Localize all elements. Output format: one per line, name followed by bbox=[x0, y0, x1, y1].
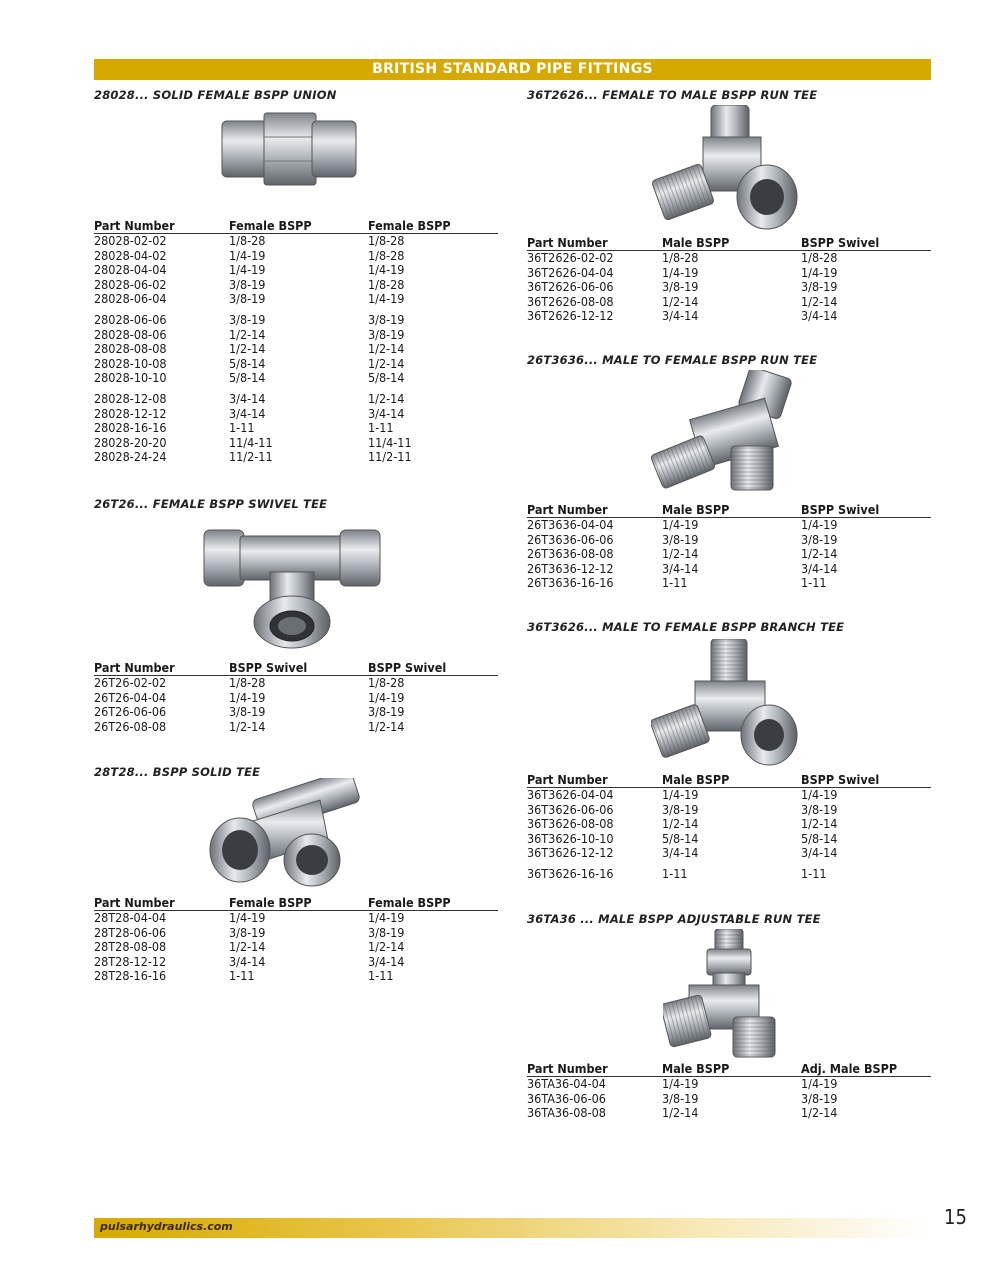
thread-size-cell: 1/2-14 bbox=[801, 293, 838, 309]
part-number-cell: 28028-16-16 bbox=[94, 420, 167, 436]
part-number-cell: 26T26-06-06 bbox=[94, 704, 167, 720]
table-row bbox=[94, 234, 498, 249]
thread-size-cell: 11/2-11 bbox=[229, 449, 273, 465]
table-row bbox=[94, 342, 498, 357]
table-row bbox=[527, 251, 931, 266]
thread-size-cell: 1/2-14 bbox=[801, 1105, 838, 1121]
page-banner: BRITISH STANDARD PIPE FITTINGS bbox=[94, 59, 931, 80]
section-title: 26T3636... MALE TO FEMALE BSPP RUN TEE bbox=[527, 353, 818, 367]
part-number-cell: 28T28-16-16 bbox=[94, 968, 167, 984]
table-row bbox=[94, 278, 498, 293]
run-tee-image bbox=[651, 105, 801, 237]
section-male-female-run-tee bbox=[527, 352, 931, 597]
thread-size-cell: 1-11 bbox=[662, 865, 688, 881]
part-number-cell: 28028-10-10 bbox=[94, 370, 167, 386]
header-col-2: Male BSPP bbox=[662, 1061, 730, 1076]
table-row bbox=[94, 691, 498, 706]
thread-size-cell: 1/2-14 bbox=[368, 355, 405, 371]
header-part-number: Part Number bbox=[94, 218, 175, 233]
table-row bbox=[94, 392, 498, 407]
section-title: 28028... SOLID FEMALE BSPP UNION bbox=[94, 88, 337, 102]
part-number-cell: 28028-04-02 bbox=[94, 247, 167, 263]
thread-size-cell: 1/4-19 bbox=[368, 291, 405, 307]
thread-size-cell: 3/8-19 bbox=[229, 291, 266, 307]
thread-size-cell: 1/2-14 bbox=[368, 341, 405, 357]
thread-size-cell: 3/8-19 bbox=[801, 801, 838, 817]
parts-table bbox=[94, 896, 498, 984]
thread-size-cell: 1/4-19 bbox=[801, 264, 838, 280]
part-number-cell: 28028-06-06 bbox=[94, 311, 167, 327]
thread-size-cell: 1-11 bbox=[662, 575, 688, 591]
table-row bbox=[527, 788, 931, 803]
table-row bbox=[94, 436, 498, 451]
thread-size-cell: 1/2-14 bbox=[229, 341, 266, 357]
table-row bbox=[94, 292, 498, 307]
header-col-3: BSPP Swivel bbox=[801, 502, 880, 517]
thread-size-cell: 1/8-28 bbox=[229, 233, 266, 248]
table-header bbox=[527, 503, 931, 518]
table-row bbox=[527, 547, 931, 562]
website-link[interactable]: pulsarhydraulics.com bbox=[100, 1220, 233, 1233]
thread-size-cell: 3/8-19 bbox=[662, 1090, 699, 1106]
thread-size-cell: 3/8-19 bbox=[368, 326, 405, 342]
header-col-3: Adj. Male BSPP bbox=[801, 1061, 898, 1076]
part-number-cell: 36T3626-10-10 bbox=[527, 830, 614, 846]
table-row bbox=[527, 533, 931, 548]
solid-tee-image bbox=[204, 778, 364, 888]
table-row bbox=[94, 955, 498, 970]
table-row bbox=[94, 407, 498, 422]
branch-tee-image bbox=[651, 639, 801, 771]
thread-size-cell: 1/2-14 bbox=[229, 939, 266, 955]
thread-size-cell: 1/4-19 bbox=[662, 517, 699, 532]
part-number-cell: 26T3636-16-16 bbox=[527, 575, 614, 591]
thread-size-cell: 3/4-14 bbox=[801, 308, 838, 324]
part-number-cell: 28028-10-08 bbox=[94, 355, 167, 371]
run-tee-image-2 bbox=[651, 370, 811, 500]
table-row bbox=[94, 969, 498, 984]
thread-size-cell: 1/4-19 bbox=[801, 787, 838, 802]
part-number-cell: 28T28-12-12 bbox=[94, 953, 167, 969]
thread-size-cell: 5/8-14 bbox=[229, 355, 266, 371]
thread-size-cell: 3/8-19 bbox=[229, 924, 266, 940]
thread-size-cell: 1-11 bbox=[229, 420, 255, 436]
thread-size-cell: 3/8-19 bbox=[662, 279, 699, 295]
section-male-female-branch-tee bbox=[527, 619, 931, 884]
table-row bbox=[94, 720, 498, 735]
table-row bbox=[94, 450, 498, 465]
table-row bbox=[527, 266, 931, 281]
part-number-cell: 26T3636-08-08 bbox=[527, 546, 614, 562]
thread-size-cell: 1/2-14 bbox=[229, 326, 266, 342]
thread-size-cell: 1-11 bbox=[229, 968, 255, 984]
part-number-cell: 26T3636-12-12 bbox=[527, 560, 614, 576]
table-header bbox=[527, 773, 931, 788]
thread-size-cell: 1/8-28 bbox=[368, 233, 405, 248]
thread-size-cell: 1/4-19 bbox=[229, 689, 266, 705]
thread-size-cell: 11/2-11 bbox=[368, 449, 412, 465]
footer-bar bbox=[94, 1218, 931, 1238]
table-row bbox=[527, 1106, 931, 1121]
thread-size-cell: 11/4-11 bbox=[229, 434, 273, 450]
thread-size-cell: 1/2-14 bbox=[662, 546, 699, 562]
thread-size-cell: 3/8-19 bbox=[801, 1090, 838, 1106]
parts-table bbox=[527, 503, 931, 591]
section-female-swivel-tee bbox=[94, 496, 498, 741]
section-solid-female-union bbox=[94, 87, 498, 472]
table-header bbox=[94, 661, 498, 676]
part-number-cell: 28028-12-08 bbox=[94, 390, 167, 406]
table-row bbox=[527, 817, 931, 832]
part-number-cell: 28T28-04-04 bbox=[94, 910, 167, 925]
thread-size-cell: 1/4-19 bbox=[368, 689, 405, 705]
part-number-cell: 28T28-08-08 bbox=[94, 939, 167, 955]
header-col-3: BSPP Swivel bbox=[801, 772, 880, 787]
thread-size-cell: 1/4-19 bbox=[662, 1076, 699, 1091]
thread-size-cell: 1/8-28 bbox=[662, 250, 699, 265]
thread-size-cell: 1/4-19 bbox=[662, 787, 699, 802]
table-row bbox=[527, 803, 931, 818]
thread-size-cell: 3/8-19 bbox=[662, 801, 699, 817]
section-adjustable-run-tee bbox=[527, 911, 931, 1126]
thread-size-cell: 3/8-19 bbox=[662, 531, 699, 547]
table-row bbox=[527, 576, 931, 591]
thread-size-cell: 1/4-19 bbox=[801, 517, 838, 532]
thread-size-cell: 1/2-14 bbox=[368, 718, 405, 734]
header-part-number: Part Number bbox=[94, 660, 175, 675]
table-row bbox=[94, 940, 498, 955]
thread-size-cell: 1/4-19 bbox=[368, 262, 405, 278]
section-title: 28T28... BSPP SOLID TEE bbox=[94, 765, 261, 779]
part-number-cell: 36T2626-02-02 bbox=[527, 250, 614, 265]
part-number-cell: 26T26-08-08 bbox=[94, 718, 167, 734]
part-number-cell: 36T3626-12-12 bbox=[527, 845, 614, 861]
header-col-2: Female BSPP bbox=[229, 895, 312, 910]
section-title: 36T3626... MALE TO FEMALE BSPP BRANCH TEE bbox=[527, 620, 845, 634]
table-header bbox=[94, 219, 498, 234]
thread-size-cell: 5/8-14 bbox=[229, 370, 266, 386]
table-row bbox=[94, 371, 498, 386]
thread-size-cell: 1/2-14 bbox=[801, 546, 838, 562]
thread-size-cell: 3/8-19 bbox=[368, 311, 405, 327]
table-row bbox=[527, 867, 931, 882]
thread-size-cell: 3/8-19 bbox=[801, 279, 838, 295]
header-part-number: Part Number bbox=[527, 235, 608, 250]
table-row bbox=[94, 911, 498, 926]
header-col-2: Male BSPP bbox=[662, 772, 730, 787]
parts-table bbox=[527, 1062, 931, 1121]
table-row bbox=[527, 518, 931, 533]
header-col-3: Female BSPP bbox=[368, 895, 451, 910]
thread-size-cell: 1-11 bbox=[801, 865, 827, 881]
table-row bbox=[94, 249, 498, 264]
part-number-cell: 36T2626-12-12 bbox=[527, 308, 614, 324]
thread-size-cell: 1/8-28 bbox=[229, 675, 266, 690]
thread-size-cell: 1/2-14 bbox=[662, 293, 699, 309]
header-col-3: Female BSPP bbox=[368, 218, 451, 233]
thread-size-cell: 1/8-28 bbox=[368, 276, 405, 292]
part-number-cell: 36TA36-08-08 bbox=[527, 1105, 606, 1121]
part-number-cell: 28028-06-02 bbox=[94, 276, 167, 292]
header-part-number: Part Number bbox=[527, 772, 608, 787]
table-row bbox=[527, 295, 931, 310]
thread-size-cell: 3/4-14 bbox=[229, 390, 266, 406]
thread-size-cell: 1/2-14 bbox=[801, 816, 838, 832]
part-number-cell: 36TA36-04-04 bbox=[527, 1076, 606, 1091]
part-number-cell: 28028-24-24 bbox=[94, 449, 167, 465]
part-number-cell: 28028-08-06 bbox=[94, 326, 167, 342]
section-female-male-run-tee bbox=[527, 87, 931, 332]
part-number-cell: 28028-20-20 bbox=[94, 434, 167, 450]
table-row bbox=[94, 705, 498, 720]
table-row bbox=[527, 846, 931, 861]
thread-size-cell: 1/8-28 bbox=[368, 247, 405, 263]
thread-size-cell: 3/4-14 bbox=[662, 560, 699, 576]
header-col-2: Female BSPP bbox=[229, 218, 312, 233]
thread-size-cell: 1/4-19 bbox=[368, 910, 405, 925]
part-number-cell: 26T26-02-02 bbox=[94, 675, 167, 690]
part-number-cell: 36T2626-04-04 bbox=[527, 264, 614, 280]
table-header bbox=[94, 896, 498, 911]
thread-size-cell: 3/8-19 bbox=[368, 704, 405, 720]
part-number-cell: 36T3626-08-08 bbox=[527, 816, 614, 832]
part-number-cell: 36T3626-16-16 bbox=[527, 865, 614, 881]
part-number-cell: 28028-02-02 bbox=[94, 233, 167, 248]
thread-size-cell: 1/4-19 bbox=[801, 1076, 838, 1091]
thread-size-cell: 3/8-19 bbox=[229, 311, 266, 327]
table-row bbox=[527, 280, 931, 295]
thread-size-cell: 3/4-14 bbox=[229, 405, 266, 421]
table-row bbox=[94, 263, 498, 278]
thread-size-cell: 3/4-14 bbox=[801, 560, 838, 576]
thread-size-cell: 1/4-19 bbox=[229, 910, 266, 925]
table-row bbox=[94, 328, 498, 343]
thread-size-cell: 3/8-19 bbox=[229, 276, 266, 292]
thread-size-cell: 1-11 bbox=[368, 420, 394, 436]
thread-size-cell: 3/8-19 bbox=[229, 704, 266, 720]
table-row bbox=[94, 421, 498, 436]
thread-size-cell: 1/2-14 bbox=[662, 1105, 699, 1121]
parts-table bbox=[527, 236, 931, 324]
part-number-cell: 28028-04-04 bbox=[94, 262, 167, 278]
table-row bbox=[527, 1092, 931, 1107]
part-number-cell: 36T3626-06-06 bbox=[527, 801, 614, 817]
parts-table bbox=[94, 219, 498, 465]
section-title: 36T2626... FEMALE TO MALE BSPP RUN TEE bbox=[527, 88, 818, 102]
header-col-2: BSPP Swivel bbox=[229, 660, 308, 675]
thread-size-cell: 1/2-14 bbox=[368, 939, 405, 955]
thread-size-cell: 3/4-14 bbox=[368, 953, 405, 969]
part-number-cell: 28028-06-04 bbox=[94, 291, 167, 307]
part-number-cell: 26T3636-04-04 bbox=[527, 517, 614, 532]
part-number-cell: 36TA36-06-06 bbox=[527, 1090, 606, 1106]
thread-size-cell: 5/8-14 bbox=[368, 370, 405, 386]
thread-size-cell: 3/4-14 bbox=[229, 953, 266, 969]
header-col-3: BSPP Swivel bbox=[801, 235, 880, 250]
page-number: 15 bbox=[944, 1205, 967, 1229]
thread-size-cell: 1-11 bbox=[368, 968, 394, 984]
thread-size-cell: 1/8-28 bbox=[801, 250, 838, 265]
thread-size-cell: 1/2-14 bbox=[229, 718, 266, 734]
part-number-cell: 28028-08-08 bbox=[94, 341, 167, 357]
header-part-number: Part Number bbox=[94, 895, 175, 910]
thread-size-cell: 1/2-14 bbox=[662, 816, 699, 832]
table-row bbox=[94, 676, 498, 691]
part-number-cell: 28T28-06-06 bbox=[94, 924, 167, 940]
thread-size-cell: 1/4-19 bbox=[662, 264, 699, 280]
thread-size-cell: 1/8-28 bbox=[368, 675, 405, 690]
thread-size-cell: 11/4-11 bbox=[368, 434, 412, 450]
union-fitting-image bbox=[218, 109, 360, 189]
thread-size-cell: 3/4-14 bbox=[368, 405, 405, 421]
table-row bbox=[527, 832, 931, 847]
thread-size-cell: 3/8-19 bbox=[368, 924, 405, 940]
section-title: 36TA36 ... MALE BSPP ADJUSTABLE RUN TEE bbox=[527, 912, 821, 926]
header-part-number: Part Number bbox=[527, 1061, 608, 1076]
header-col-3: BSPP Swivel bbox=[368, 660, 447, 675]
parts-table bbox=[527, 773, 931, 882]
thread-size-cell: 5/8-14 bbox=[662, 830, 699, 846]
part-number-cell: 26T26-04-04 bbox=[94, 689, 167, 705]
thread-size-cell: 3/8-19 bbox=[801, 531, 838, 547]
adjustable-tee-image bbox=[663, 929, 793, 1065]
thread-size-cell: 1-11 bbox=[801, 575, 827, 591]
header-col-2: Male BSPP bbox=[662, 502, 730, 517]
table-row bbox=[527, 309, 931, 324]
table-row bbox=[527, 1077, 931, 1092]
part-number-cell: 26T3636-06-06 bbox=[527, 531, 614, 547]
part-number-cell: 36T3626-04-04 bbox=[527, 787, 614, 802]
table-row bbox=[527, 562, 931, 577]
part-number-cell: 28028-12-12 bbox=[94, 405, 167, 421]
part-number-cell: 36T2626-08-08 bbox=[527, 293, 614, 309]
header-part-number: Part Number bbox=[527, 502, 608, 517]
thread-size-cell: 3/4-14 bbox=[801, 845, 838, 861]
header-col-2: Male BSPP bbox=[662, 235, 730, 250]
section-solid-tee bbox=[94, 764, 498, 989]
parts-table bbox=[94, 661, 498, 734]
part-number-cell: 36T2626-06-06 bbox=[527, 279, 614, 295]
thread-size-cell: 1/2-14 bbox=[368, 390, 405, 406]
thread-size-cell: 3/4-14 bbox=[662, 308, 699, 324]
thread-size-cell: 1/4-19 bbox=[229, 247, 266, 263]
thread-size-cell: 5/8-14 bbox=[801, 830, 838, 846]
table-row bbox=[94, 357, 498, 372]
swivel-tee-image bbox=[202, 522, 382, 652]
thread-size-cell: 3/4-14 bbox=[662, 845, 699, 861]
thread-size-cell: 1/4-19 bbox=[229, 262, 266, 278]
section-title: 26T26... FEMALE BSPP SWIVEL TEE bbox=[94, 497, 328, 511]
table-header bbox=[527, 236, 931, 251]
table-row bbox=[94, 926, 498, 941]
table-row bbox=[94, 313, 498, 328]
table-header bbox=[527, 1062, 931, 1077]
